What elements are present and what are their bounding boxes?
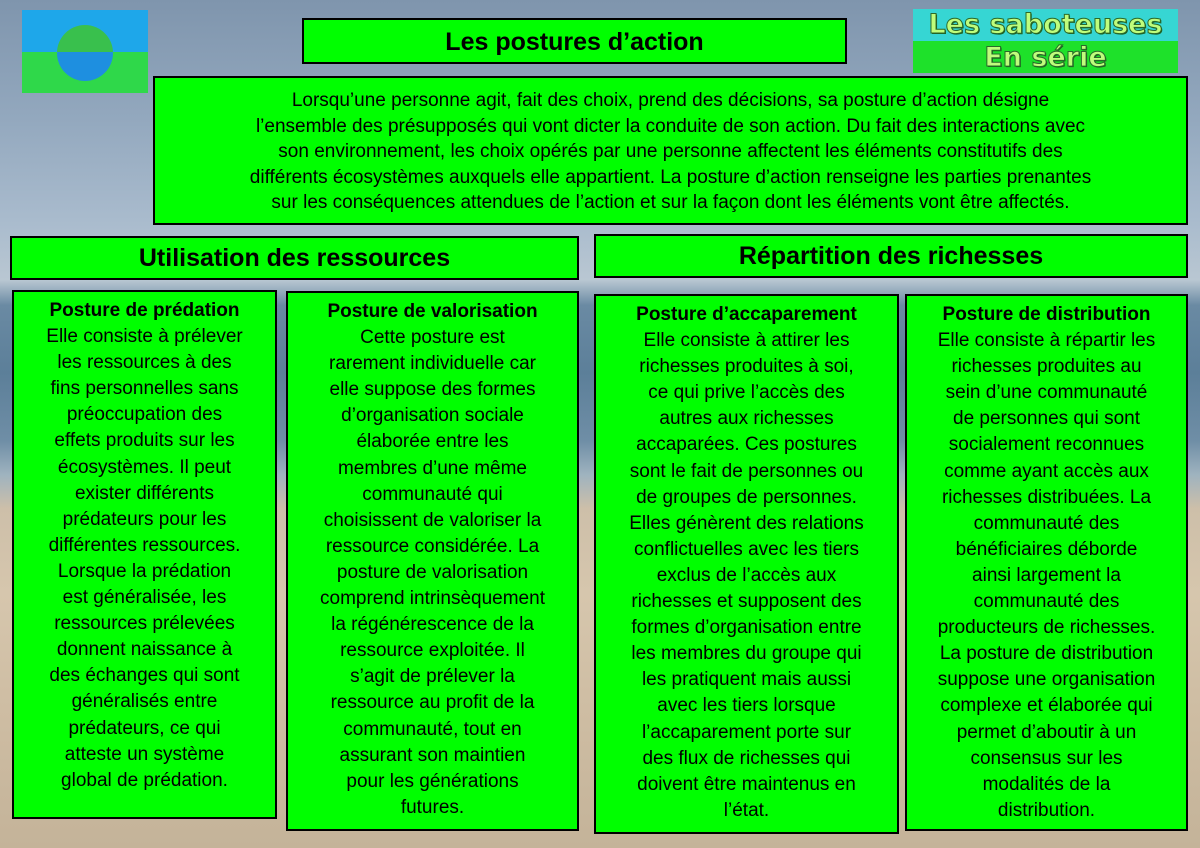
card-line: sont le fait de personnes ou [629,460,864,482]
card-line: Elle consiste à attirer les [643,330,850,352]
card-line: de personnes qui sont [953,408,1140,430]
card-line: conflictuelles avec les tiers [634,538,859,560]
card-line: richesses produites au [951,356,1142,378]
card-line: écosystèmes. Il peut [57,456,232,478]
card-valorisation [286,291,579,831]
card-heading: Posture de distribution [942,304,1151,325]
card-line: doivent être maintenus en [637,773,856,795]
page-title: Les postures d’action [302,18,847,64]
card-line: l’accaparement porte sur [641,721,852,743]
card-line: comprend intrinsèquement [320,588,545,610]
card-line: producteurs de richesses. [937,617,1156,639]
card-line: autres aux richesses [659,408,834,430]
card-line: ressource exploitée. Il [340,640,525,662]
card-line: les ressources à des [57,352,232,374]
card-line: consensus sur les [970,747,1123,769]
card-line: Lorsque la prédation [57,560,232,582]
brand-logo [913,9,1178,73]
card-line: ressource au profit de la [330,692,535,714]
card-line: prédateurs, ce qui [68,717,221,739]
card-line: Elles génèrent des relations [629,512,864,534]
card-line: comme ayant accès aux [944,460,1149,482]
card-line: les membres du groupe qui [631,643,862,665]
card-line: elle suppose des formes [329,379,536,401]
card-line: la régénérescence de la [331,614,534,636]
card-line: communauté des [973,591,1120,613]
section-heading-ressources: Utilisation des ressources [10,236,579,280]
card-line: sein d’une communauté [945,382,1148,404]
card-line: avec les tiers lorsque [657,695,836,717]
section-heading-richesses: Répartition des richesses [594,234,1188,278]
card-line: de groupes de personnes. [636,486,857,508]
card-line: préoccupation des [66,404,223,426]
card-line: membres d’une même [337,457,528,479]
card-line: richesses et supposent des [631,591,862,613]
card-line: bénéficiaires déborde [955,538,1138,560]
card-line: La posture de distribution [939,643,1154,665]
card-line: permet d’aboutir à un [956,721,1137,743]
card-line: donnent naissance à [56,639,233,661]
card-line: modalités de la [982,773,1111,795]
card-line: effets produits sur les [54,430,235,452]
card-line: complexe et élaborée qui [940,695,1153,717]
intro-line: sur les conséquences attendues de l’action et sur la façon dont les éléments vont être affectés. [271,192,1070,213]
intro-line: son environnement, les choix opérés par une personne affectent les éléments constitutifs des [278,141,1063,162]
card-line: suppose une organisation [937,669,1156,691]
card-line: global de prédation. [61,769,228,791]
intro-line: Lorsqu’une personne agit, fait des choix, prend des décisions, sa posture d’action désigne [291,90,1050,111]
brand-line-2: En série [984,42,1107,73]
flag-disc [57,25,113,81]
card-line: assurant son maintien [339,744,526,766]
card-line: ressource considérée. La [325,535,540,557]
card-line: est généralisée, les [62,587,227,609]
card-line: exclus de l’accès aux [656,564,837,586]
intro-line: différents écosystèmes auxquels elle appartient. La posture d’action renseigne les parties prenantes [249,166,1092,188]
card-heading: Posture de prédation [49,300,240,321]
card-heading: Posture d’accaparement [636,304,857,325]
card-line: fins personnelles sans [50,378,239,400]
card-line: des échanges qui sont [49,665,240,687]
card-line: accaparées. Ces postures [636,434,857,456]
card-line: richesses distribuées. La [941,486,1152,508]
card-line: Elle consiste à prélever [46,326,243,348]
card-line: ainsi largement la [972,564,1121,586]
card-line: exister différents [74,482,215,504]
card-distribution [905,294,1188,831]
card-line: rarement individuelle car [329,353,536,375]
card-predation [12,290,277,819]
card-line: communauté des [973,512,1120,534]
card-accaparement [594,294,899,834]
card-line: prédateurs pour les [62,508,227,530]
card-heading: Posture de valorisation [327,301,538,322]
card-line: Elle consiste à répartir les [937,330,1156,352]
card-line: posture de valorisation [336,561,529,583]
card-line: futures. [400,796,465,818]
card-line: atteste un système [64,743,225,765]
intro-panel [153,76,1188,225]
card-line: élaborée entre les [356,431,509,453]
card-line: généralisés entre [71,691,218,713]
card-line: s’agit de prélever la [350,666,515,688]
card-line: différentes ressources. [48,534,241,556]
card-line: pour les générations [346,770,519,792]
card-line: Cette posture est [360,327,505,349]
card-line: des flux de richesses qui [642,747,851,769]
card-line: ce qui prive l’accès des [648,382,845,404]
brand-line-1: Les saboteuses [928,9,1163,40]
card-line: formes d’organisation entre [631,617,862,639]
card-line: ressources prélevées [54,613,235,635]
card-line: socialement reconnues [948,434,1145,456]
card-line: communauté qui [362,483,503,505]
card-line: richesses produites à soi, [639,356,854,378]
flag-icon [22,10,148,93]
card-line: choisissent de valoriser la [323,509,542,531]
card-line: d’organisation sociale [341,405,524,427]
card-line: communauté, tout en [343,718,522,740]
card-line: les pratiquent mais aussi [641,669,852,691]
card-line: distribution. [997,799,1096,821]
intro-line: l’ensemble des présupposés qui vont dicter la conduite de son action. Du fait des interactions avec [255,115,1086,137]
card-line: l’état. [723,799,770,821]
